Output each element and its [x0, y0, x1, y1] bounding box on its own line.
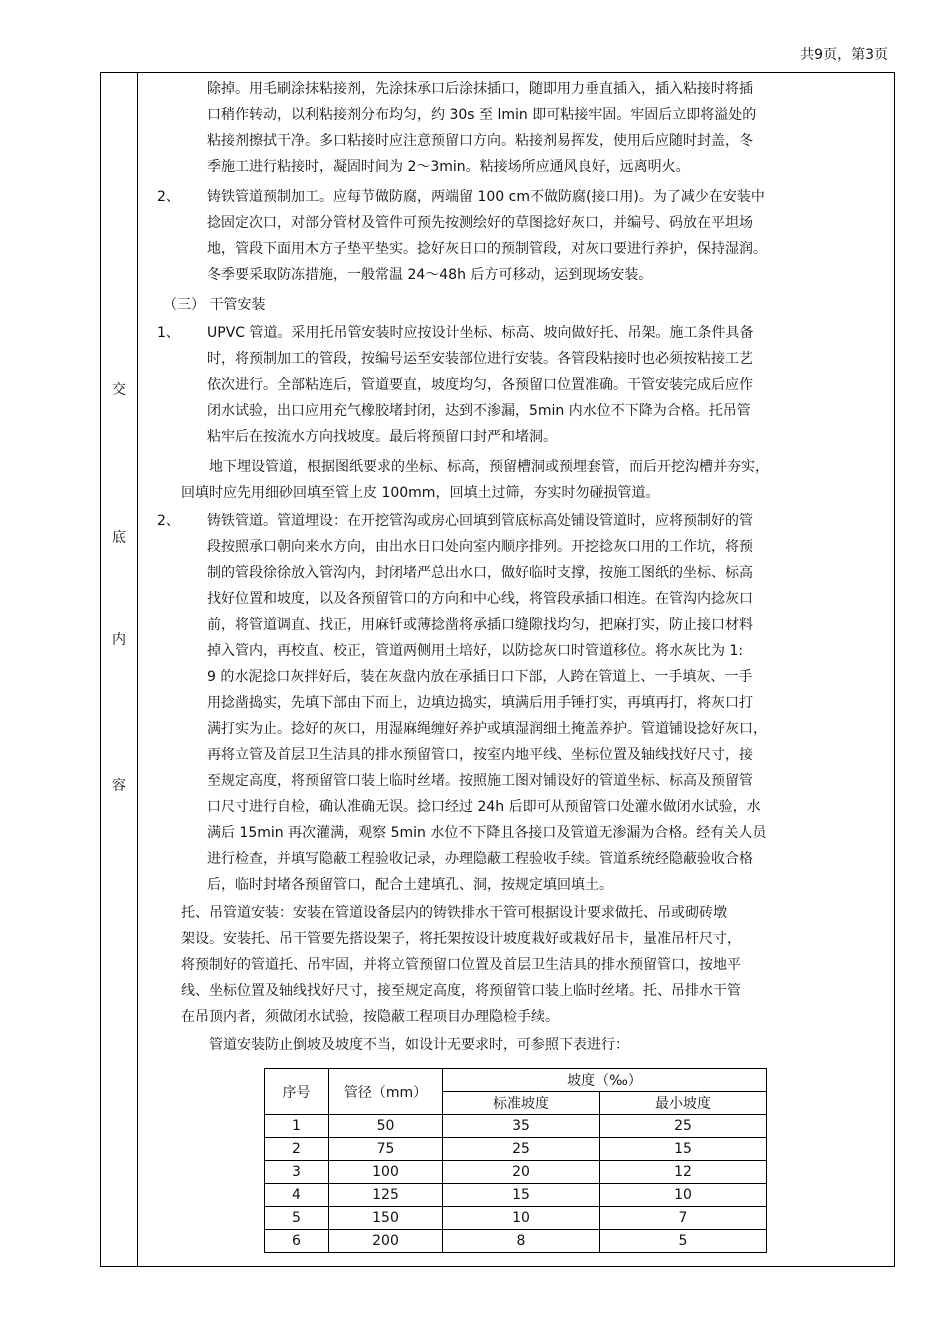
cell-standard: 10 — [443, 1207, 600, 1230]
text-line: 找好位置和坡度，以及各预留管口的方向和中心线，将管段承插口相连。在管沟内捻灰口 — [207, 591, 753, 607]
cell-index: 2 — [265, 1138, 329, 1161]
cell-standard: 25 — [443, 1138, 600, 1161]
cell-minimum: 7 — [600, 1207, 767, 1230]
table-row — [265, 1207, 767, 1230]
cell-standard: 15 — [443, 1184, 600, 1207]
text-line: 捻固定次口，对部分管材及管件可预先按测绘好的草图捻好灰口，并编号、码放在平坦场 — [207, 215, 753, 231]
text-line: 后，临时封堵各预留管口，配合土建填孔、洞，按规定填回填土。 — [207, 877, 613, 893]
text-line: 地，管段下面用木方子垫平垫实。捻好灰日口的预制管段，对灰口要进行养护，保持湿润。 — [207, 241, 767, 257]
table-row — [265, 1161, 767, 1184]
text-line: 在吊顶内者，须做闭水试验，按隐蔽工程项目办理隐检手续。 — [181, 1009, 559, 1025]
side-label-column — [101, 73, 138, 1266]
text-line: 制的管段徐徐放入管沟内，封闭堵严总出水口，做好临时支撑，按施工图纸的坐标、标高 — [207, 565, 753, 581]
text-line: 铸铁管道。管道埋设：在开挖管沟或房心回填到管底标高处铺设管道时，应将预制好的管 — [207, 513, 753, 529]
cell-minimum: 15 — [600, 1138, 767, 1161]
side-label-char: 内 — [112, 632, 126, 648]
text-line: 管道安装防止倒坡及坡度不当，如设计无要求时，可参照下表进行： — [209, 1037, 629, 1053]
text-line: 口稍作转动，以利粘接剂分布均匀，约 30s 至 lmin 即可粘接牢固。牢固后立即将溢处的 — [207, 107, 757, 123]
col-header-minimum: 最小坡度 — [600, 1092, 767, 1115]
text-line: 9 的水泥捻口灰拌好后，装在灰盘内放在承插日口下部，人跨在管道上、一手填灰、一手 — [207, 669, 753, 685]
text-line: 粘接剂擦拭干净。多口粘接时应注意预留口方向。粘接剂易挥发，使用后应随时封盖，冬 — [207, 133, 753, 149]
text-line: 地下埋设管道，根据图纸要求的坐标、标高，预留槽洞或预埋套管，而后开挖沟槽并夯实， — [209, 459, 769, 475]
text-line: 掉入管内，再校直、校正，管道两侧用土培好，以防捻灰口时管道移位。将水灰比为 1: — [207, 643, 744, 659]
cell-diameter: 75 — [329, 1138, 443, 1161]
section-heading: （三） 干管安装 — [163, 297, 266, 313]
text-line: 满后 15min 再次灌满，观察 5min 水位不下降且各接口及管道无渗漏为合格。经有关人员 — [207, 825, 767, 841]
text-line: 季施工进行粘接时，凝固时间为 2～3min。粘接场所应通风良好，远离明火。 — [207, 159, 690, 175]
text-line: 除掉。用毛刷涂抹粘接剂，先涂抹承口后涂抹插口，随即用力垂直插入，插入粘接时将插 — [207, 81, 753, 97]
cell-minimum: 5 — [600, 1230, 767, 1253]
cell-diameter: 150 — [329, 1207, 443, 1230]
table-row — [265, 1138, 767, 1161]
cell-index: 3 — [265, 1161, 329, 1184]
cell-diameter: 125 — [329, 1184, 443, 1207]
text-line: 依次进行。全部粘连后，管道要直，坡度均匀，各预留口位置准确。干管安装完成后应作 — [207, 377, 753, 393]
cell-index: 6 — [265, 1230, 329, 1253]
cell-minimum: 10 — [600, 1184, 767, 1207]
text-line: 线、坐标位置及轴线找好尺寸，接至规定高度，将预留管口装上临时丝堵。托、吊排水干管 — [181, 983, 741, 999]
cell-index: 5 — [265, 1207, 329, 1230]
col-header-slope: 坡度（‰） — [443, 1069, 767, 1092]
text-line: 用捻凿捣实，先填下部由下而上，边填边捣实，填满后用手锤打实，再填再打，将灰口打 — [207, 695, 753, 711]
text-line: 冬季要采取防冻措施，一般常温 24～48h 后方可移动，运到现场安装。 — [207, 267, 653, 283]
side-label-char: 交 — [112, 382, 126, 398]
text-line: 前，将管道调直、找正，用麻钎或薄捻凿将承插口缝隙找均匀，把麻打实，防止接口材料 — [207, 617, 753, 633]
text-line: 将预制好的管道托、吊牢固，并将立管预留口位置及首层卫生洁具的排水预留管口，按地平 — [181, 957, 741, 973]
table-row — [265, 1230, 767, 1253]
text-line: UPVC 管道。采用托吊管安装时应按设计坐标、标高、坡向做好托、吊架。施工条件具备 — [207, 325, 754, 341]
side-label-char: 容 — [112, 778, 126, 794]
table-row — [265, 1184, 767, 1207]
text-line: 铸铁管道预制加工。应每节做防腐，两端留 100 cm不做防腐(接口用)。为了减少在安装中 — [207, 189, 765, 205]
col-header-standard: 标准坡度 — [443, 1092, 600, 1115]
text-line: 至规定高度，将预留管口装上临时丝堵。按照施工图对铺设好的管道坐标、标高及预留管 — [207, 773, 753, 789]
cell-minimum: 12 — [600, 1161, 767, 1184]
page-info: 共9页，第3页 — [800, 47, 888, 63]
text-line: 架设。安装托、吊干管要先搭设架子，将托架按设计坡度栽好或栽好吊卡，量准吊杆尺寸， — [181, 931, 741, 947]
item-number: 2、 — [157, 513, 180, 529]
cell-diameter: 100 — [329, 1161, 443, 1184]
slope-table — [264, 1068, 767, 1253]
cell-index: 1 — [265, 1115, 329, 1138]
item-number: 2、 — [157, 189, 180, 205]
text-line: 进行检查，并填写隐蔽工程验收记录，办理隐蔽工程验收手续。管道系统经隐蔽验收合格 — [207, 851, 753, 867]
cell-diameter: 200 — [329, 1230, 443, 1253]
cell-standard: 8 — [443, 1230, 600, 1253]
text-line: 回填时应先用细砂回填至管上皮 100mm，回填土过筛，夯实时勿碰损管道。 — [181, 485, 660, 501]
item-number: 1、 — [157, 325, 180, 341]
text-line: 口尺寸进行自检，确认准确无误。捻口经过 24h 后即可从预留管口处灌水做闭水试验，水 — [207, 799, 761, 815]
col-header-diameter: 管径（mm） — [329, 1069, 443, 1115]
text-line: 段按照承口朝向来水方向，由出水日口处向室内顺序排列。开挖捻灰口用的工作坑，将预 — [207, 539, 753, 555]
table-row — [265, 1115, 767, 1138]
col-header-index: 序号 — [265, 1069, 329, 1115]
text-line: 再将立管及首层卫生洁具的排水预留管口，按室内地平线、坐标位置及轴线找好尺寸，接 — [207, 747, 753, 763]
text-line: 时，将预制加工的管段，按编号运至安装部位进行安装。各管段粘接时也必须按粘接工艺 — [207, 351, 753, 367]
side-label-char: 底 — [112, 530, 126, 546]
text-line: 满打实为止。捻好的灰口，用湿麻绳缠好养护或填湿润细土掩盖养护。管道铺设捻好灰口， — [207, 721, 767, 737]
cell-minimum: 25 — [600, 1115, 767, 1138]
cell-index: 4 — [265, 1184, 329, 1207]
cell-standard: 35 — [443, 1115, 600, 1138]
text-line: 托、吊管道安装：安装在管道设备层内的铸铁排水干管可根据设计要求做托、吊或砌砖墩 — [181, 905, 727, 921]
text-line: 粘牢后在按流水方向找坡度。最后将预留口封严和堵洞。 — [207, 429, 557, 445]
text-line: 闭水试验，出口应用充气橡胶堵封闭，达到不渗漏，5min 内水位不下降为合格。托吊管 — [207, 403, 751, 419]
cell-standard: 20 — [443, 1161, 600, 1184]
cell-diameter: 50 — [329, 1115, 443, 1138]
disclosure-frame — [100, 72, 895, 1267]
